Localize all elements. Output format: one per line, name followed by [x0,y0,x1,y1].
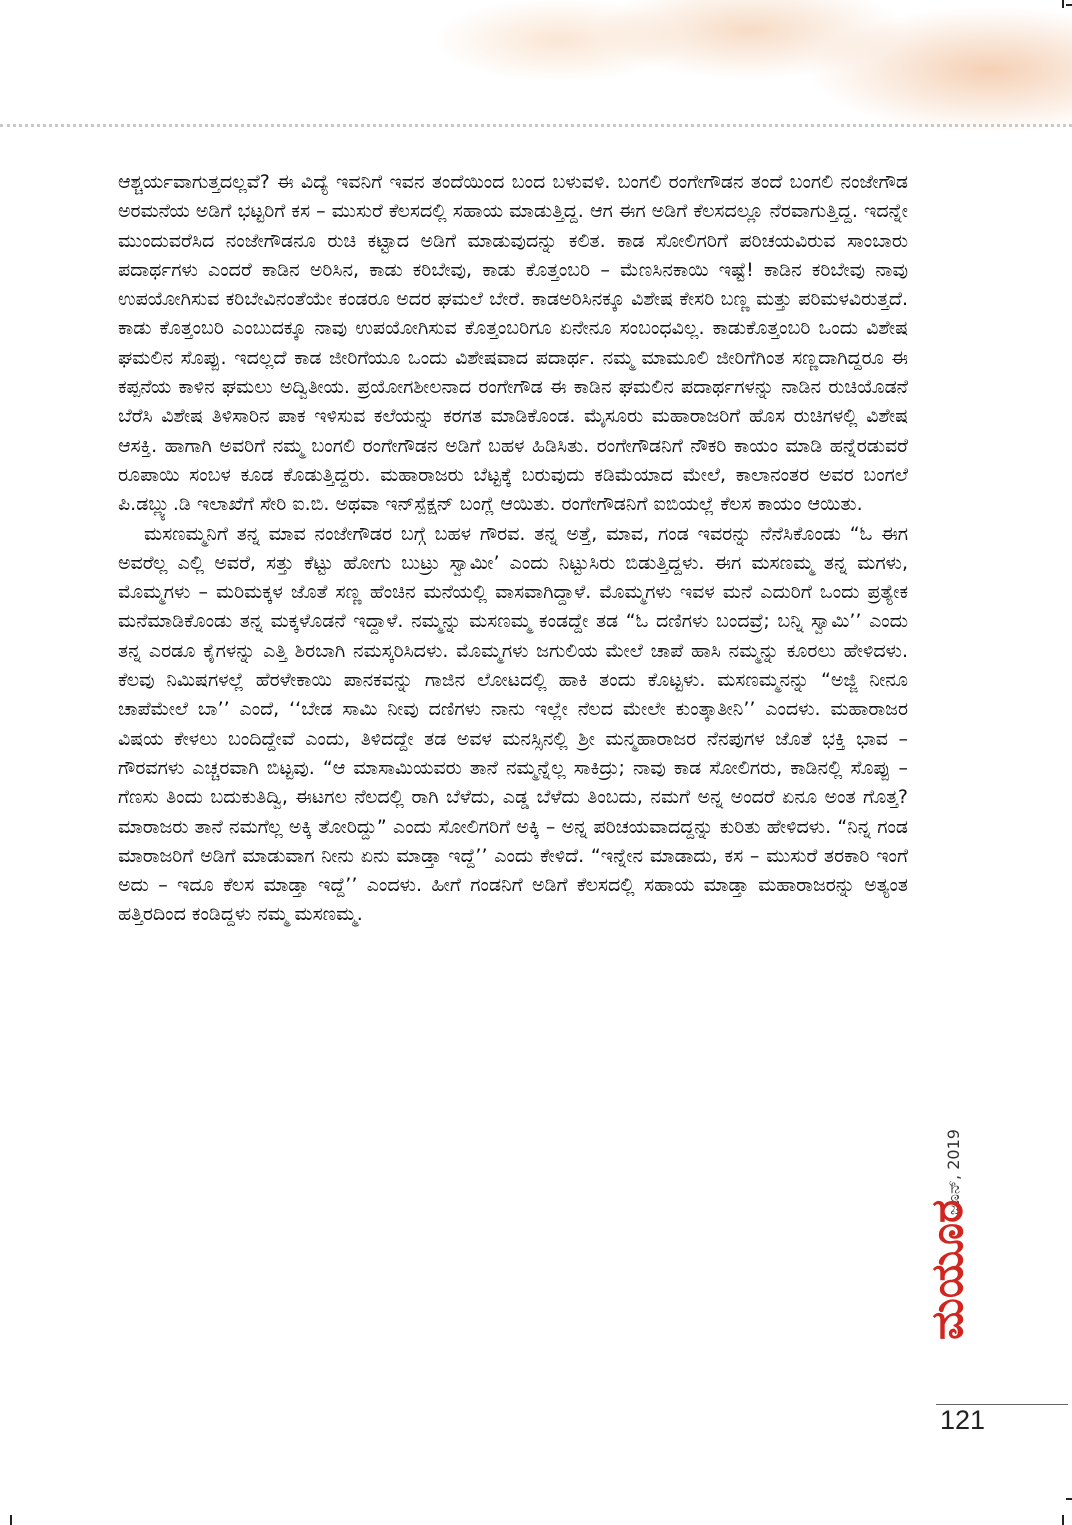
issue-date: ಜೂನ್, 2019 [944,1129,963,1215]
crop-mark [1066,1498,1072,1500]
crop-mark [1062,1515,1064,1525]
crop-mark [1066,4,1072,6]
magazine-logo: ಮಯೂರ [922,1199,973,1340]
article-paragraph: ಮಸಣಮ್ಮನಿಗೆ ತನ್ನ ಮಾವ ನಂಜೇಗೌಡರ ಬಗ್ಗೆ ಬಹಳ ಗೌರವ. ತನ್ನ ಅತ್ತೆ, ಮಾವ, ಗಂಡ ಇವರನ್ನು ನೆನೆಸಿಕೊಂಡು “ಓ ಈಗ ಅವರೆಲ್ಲ ಎಲ್ಲಿ ಅವರೆ, ಸತ್ತು ಕೆಟ್ಟು ಹೋಗು ಬುಟ್ರು ಸ್ವಾಮೀ’ ಎಂದು ನಿಟ್ಟುಸಿರು ಬಿಡುತ್ತಿದ್ದಳು. ಈಗ ಮಸಣಮ್ಮ ತನ್ನ ಮಗಳು, ಮೊಮ್ಮಗಳು – ಮರಿಮಕ್ಕಳ ಜೊತೆ ಸಣ್ಣ ಹೆಂಚಿನ ಮನೆಯಲ್ಲಿ ವಾಸವಾಗಿದ್ದಾಳೆ. ಮೊಮ್ಮಗಳು ಇವಳ ಮನೆ ಎದುರಿಗೆ ಒಂದು ಪ್ರತ್ಯೇಕ ಮನೆಮಾಡಿಕೊಂಡು ತನ್ನ ಮಕ್ಕಳೊಡನೆ ಇದ್ದಾಳೆ. ನಮ್ಮನ್ನು ಮಸಣಮ್ಮ ಕಂಡದ್ದೇ ತಡ “ಓ ದಣಿಗಳು ಬಂದವ್ರೆ; ಬನ್ನಿ ಸ್ವಾಮಿ’’ ಎಂದು ತನ್ನ ಎರಡೂ ಕೈಗಳನ್ನು ಎತ್ತಿ ಶಿರಬಾಗಿ ನಮಸ್ಕರಿಸಿದಳು. ಮೊಮ್ಮಗಳು ಜಗುಲಿಯ ಮೇಲೆ ಚಾಪೆ ಹಾಸಿ ನಮ್ಮನ್ನು ಕೂರಲು ಹೇಳಿದಳು. ಕೆಲವು ನಿಮಿಷಗಳಲ್ಲೆ ಹೆರಳೇಕಾಯಿ ಪಾನಕವನ್ನು ಗಾಜಿನ ಲೋಟದಲ್ಲಿ ಹಾಕಿ ತಂದು ಕೊಟ್ಟಳು. ಮಸಣಮ್ಮನನ್ನು “ಅಜ್ಜಿ ನೀನೂ ಚಾಪೆಮೇಲೆ ಬಾ’’ ಎಂದೆ, ‘‘ಬೇಡ ಸಾಮಿ ನೀವು ದಣಿಗಳು ನಾನು ಇಲ್ಲೇ ನೆಲದ ಮೇಲೇ ಕುಂತ್ಕಾತೀನಿ’’ ಎಂದಳು. ಮಹಾರಾಜರ ವಿಷಯ ಕೇಳಲು ಬಂದಿದ್ದೇವೆ ಎಂದು, ತಿಳಿದದ್ದೇ ತಡ ಅವಳ ಮನಸ್ಸಿನಲ್ಲಿ ಶ್ರೀ ಮನ್ಮಹಾರಾಜರ ನೆನಪುಗಳ ಜೊತೆ ಭಕ್ತಿ ಭಾವ – ಗೌರವಗಳು ಎಚ್ಚರವಾಗಿ ಬಿಟ್ಟವು. “ಆ ಮಾಸಾಮಿಯವರು ತಾನೆ ನಮ್ಮನ್ನೆಲ್ಲ ಸಾಕಿದ್ರು; ನಾವು ಕಾಡ ಸೋಲಿಗರು, ಕಾಡಿನಲ್ಲಿ ಸೊಪ್ಪು – ಗೆಣಸು ತಿಂದು ಬದುಕುತಿದ್ವಿ, ಈಟಗಲ ನೆಲದಲ್ಲಿ ರಾಗಿ ಬೆಳೆದು, ಎಡ್ಡ ಬೆಳೆದು ತಿಂಬದು, ನಮಗೆ ಅನ್ನ ಅಂದರೆ ಏನೂ ಅಂತ ಗೊತ್ತ? ಮಾರಾಜರು ತಾನೆ ನಮಗೆಲ್ಲ ಅಕ್ಕಿ ತೋರಿದ್ದು” ಎಂದು ಸೋಲಿಗರಿಗೆ ಅಕ್ಕಿ – ಅನ್ನ ಪರಿಚಯವಾದದ್ದನ್ನು ಕುರಿತು ಹೇಳಿದಳು. “ನಿನ್ನ ಗಂಡ ಮಾರಾಜರಿಗೆ ಅಡಿಗೆ ಮಾಡುವಾಗ ನೀನು ಏನು ಮಾಡ್ತಾ ಇದ್ದೆ’’ ಎಂದು ಕೇಳಿದೆ. “ಇನ್ನೇನ ಮಾಡಾದು, ಕಸ – ಮುಸುರೆ ತರಕಾರಿ ಇಂಗೆ ಅದು – ಇದೂ ಕೆಲಸ ಮಾಡ್ತಾ ಇದ್ದೆ’’ ಎಂದಳು. ಹೀಗೆ ಗಂಡನಿಗೆ ಅಡಿಗೆ ಕೆಲಸದಲ್ಲಿ ಸಹಾಯ ಮಾಡ್ತಾ ಮಹಾರಾಜರನ್ನು ಅತ್ಯಂತ ಹತ್ತಿರದಿಂದ ಕಂಡಿದ್ದಳು ನಮ್ಮ ಮಸಣಮ್ಮ. [118,522,908,926]
article-paragraph: ಆಶ್ಚರ್ಯವಾಗುತ್ತದಲ್ಲವೆ? ಈ ವಿದ್ಯೆ ಇವನಿಗೆ ಇವನ ತಂದೆಯಿಂದ ಬಂದ ಬಳುವಳಿ. ಬಂಗಲಿ ರಂಗೇಗೌಡನ ತಂದೆ ಬಂಗಲಿ ನಂಜೇಗೌಡ ಅರಮನೆಯ ಅಡಿಗೆ ಭಟ್ಟರಿಗೆ ಕಸ – ಮುಸುರೆ ಕೆಲಸದಲ್ಲಿ ಸಹಾಯ ಮಾಡುತ್ತಿದ್ದ. ಆಗ ಈಗ ಅಡಿಗೆ ಕೆಲಸದಲ್ಲೂ ನೆರವಾಗುತ್ತಿದ್ದ. ಇದನ್ನೇ ಮುಂದುವರೆಸಿದ ನಂಜೇಗೌಡನೂ ರುಚಿ ಕಟ್ಟಾದ ಅಡಿಗೆ ಮಾಡುವುದನ್ನು ಕಲಿತ. ಕಾಡ ಸೋಲಿಗರಿಗೆ ಪರಿಚಯವಿರುವ ಸಾಂಬಾರು ಪದಾರ್ಥಗಳು ಎಂದರೆ ಕಾಡಿನ ಅರಿಸಿನ, ಕಾಡು ಕರಿಬೇವು, ಕಾಡು ಕೊತ್ತಂಬರಿ – ಮೆಣಸಿನಕಾಯಿ ಇಷ್ಟೆ! ಕಾಡಿನ ಕರಿಬೇವು ನಾವು ಉಪಯೋಗಿಸುವ ಕರಿಬೇವಿನಂತೆಯೇ ಕಂಡರೂ ಅದರ ಘಮಲೆ ಬೇರೆ. ಕಾಡಅರಿಸಿನಕ್ಕೂ ವಿಶೇಷ ಕೇಸರಿ ಬಣ್ಣ ಮತ್ತು ಪರಿಮಳವಿರುತ್ತದೆ. ಕಾಡು ಕೊತ್ತಂಬರಿ ಎಂಬುದಕ್ಕೂ ನಾವು ಉಪಯೋಗಿಸುವ ಕೊತ್ತಂಬರಿಗೂ ಏನೇನೂ ಸಂಬಂಧವಿಲ್ಲ. ಕಾಡುಕೊತ್ತಂಬರಿ ಒಂದು ವಿಶೇಷ ಘಮಲಿನ ಸೊಪ್ಪು. ಇದಲ್ಲದೆ ಕಾಡ ಜೀರಿಗೆಯೂ ಒಂದು ವಿಶೇಷವಾದ ಪದಾರ್ಥ. ನಮ್ಮ ಮಾಮೂಲಿ ಜೀರಿಗೆಗಿಂತ ಸಣ್ಣದಾಗಿದ್ದರೂ ಈ ಕಪ್ಪನೆಯ ಕಾಳಿನ ಘಮಲು ಅದ್ವಿತೀಯ. ಪ್ರಯೋಗಶೀಲನಾದ ರಂಗೇಗೌಡ ಈ ಕಾಡಿನ ಘಮಲಿನ ಪದಾರ್ಥಗಳನ್ನು ನಾಡಿನ ರುಚಿಯೊಡನೆ ಬೆರೆಸಿ ವಿಶೇಷ ತಿಳಿಸಾರಿನ ಪಾಕ ಇಳಿಸುವ ಕಲೆಯನ್ನು ಕರಗತ ಮಾಡಿಕೊಂಡ. ಮೈಸೂರು ಮಹಾರಾಜರಿಗೆ ಹೊಸ ರುಚಿಗಳಲ್ಲಿ ವಿಶೇಷ ಆಸಕ್ತಿ. ಹಾಗಾಗಿ ಅವರಿಗೆ ನಮ್ಮ ಬಂಗಲಿ ರಂಗೇಗೌಡನ ಅಡಿಗೆ ಬಹಳ ಹಿಡಿಸಿತು. ರಂಗೇಗೌಡನಿಗೆ ನೌಕರಿ ಕಾಯಂ ಮಾಡಿ ಹನ್ನೆರಡುವರೆ ರೂಪಾಯಿ ಸಂಬಳ ಕೂಡ ಕೊಡುತ್ತಿದ್ದರು. ಮಹಾರಾಜರು ಬೆಟ್ಟಕ್ಕೆ ಬರುವುದು ಕಡಿಮೆಯಾದ ಮೇಲೆ, ಕಾಲಾನಂತರ ಅವರ ಬಂಗಲೆ ಪಿ.ಡಬ್ಲ್ಯು.ಡಿ ಇಲಾಖೆಗೆ ಸೇರಿ ಐ.ಬಿ. ಅಥವಾ ಇನ್‌ಸ್ಪೆಕ್ಷನ್ ಬಂಗ್ಲೆ ಆಯಿತು. ರಂಗೇಗೌಡನಿಗೆ ಐಬಿಯಲ್ಲೆ ಕೆಲಸ ಕಾಯಂ ಆಯಿತು. [118,171,908,516]
header-watercolor-wash [230,0,1072,150]
header-dotted-rule [0,124,1072,127]
crop-mark [1062,0,1064,8]
page-number: 121 [940,1405,986,1435]
article-body [118,168,908,930]
crop-mark [10,1515,12,1525]
